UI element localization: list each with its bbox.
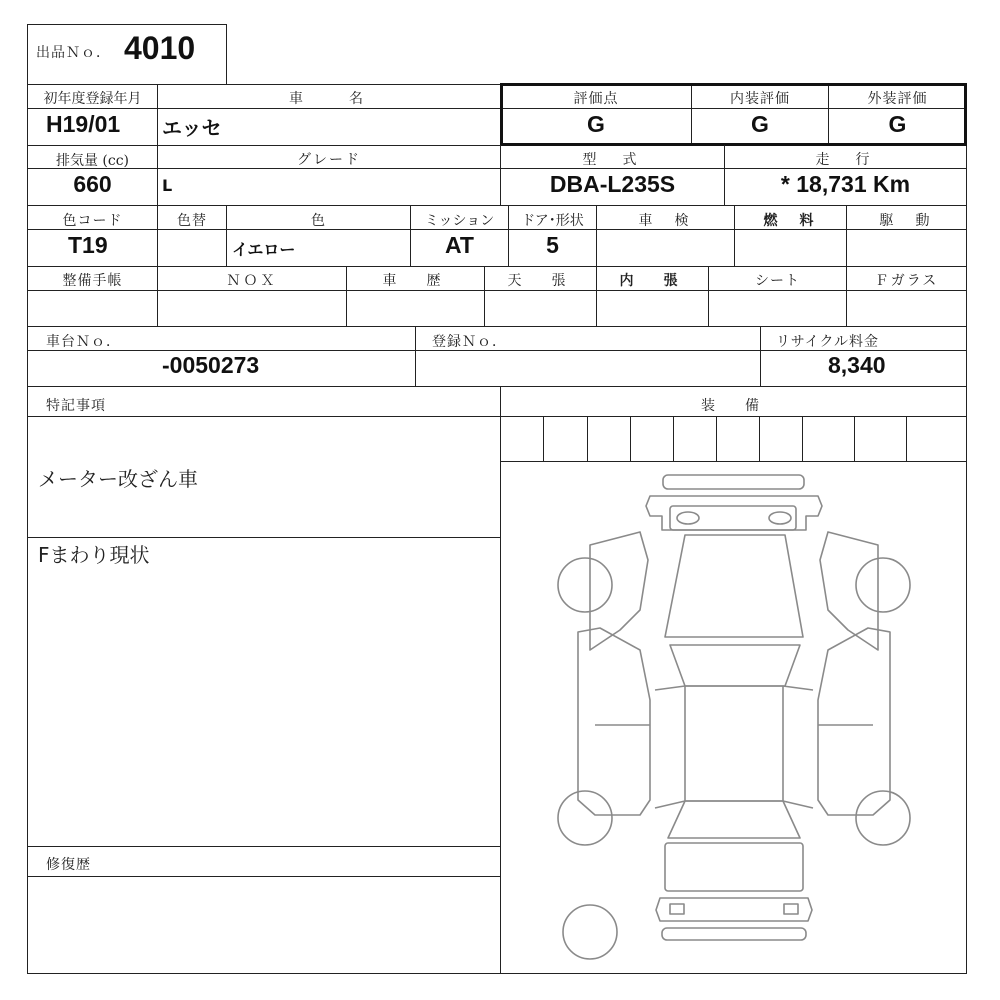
grade-value: L	[162, 176, 173, 195]
recycle-fee-label: リサイクル料金	[776, 334, 880, 350]
reg-date-label: 初年度登録年月	[43, 91, 142, 107]
drive-label: 駆 動	[879, 213, 934, 229]
special-note-line-1: メーター改ざん車	[38, 467, 198, 491]
door-value: 5	[546, 232, 559, 258]
interior-trim-label: 内 張	[619, 273, 686, 289]
roof-label: 天 張	[507, 273, 574, 289]
color-code-label: 色コード	[62, 213, 123, 229]
special-notes-label: 特記事項	[46, 398, 106, 414]
mileage-value: * 18,731 Km	[780, 171, 911, 197]
chassis-number-label: 車台Ｎｏ．	[46, 334, 121, 350]
mission-value: AT	[445, 232, 474, 258]
reg-date-value: H19/01	[46, 111, 121, 137]
nox-label: ＮＯＸ	[226, 273, 278, 289]
car-damage-diagram	[540, 466, 920, 971]
mileage-label: 走 行	[815, 152, 876, 168]
color-value: イエロー	[232, 240, 296, 259]
color-change-label: 色替	[177, 213, 207, 229]
glass-label: Ｆガラス	[874, 273, 939, 289]
grade-label: グレード	[297, 152, 361, 168]
car-history-label: 車 歴	[382, 273, 449, 289]
maintenance-label: 整備手帳	[62, 273, 123, 289]
interior-grade-label: 内装評価	[730, 91, 790, 107]
model-value: DBA-L235S	[549, 171, 676, 197]
equipment-label: 装 備	[701, 398, 767, 414]
score-value: G	[587, 111, 605, 137]
chassis-number-value: -0050273	[162, 352, 260, 378]
displacement-value: 660	[73, 171, 112, 197]
exterior-grade-label: 外装評価	[867, 91, 928, 107]
inspection-label: 車 検	[638, 213, 693, 229]
recycle-fee-value: 8,340	[828, 352, 886, 378]
color-label: 色	[311, 213, 326, 229]
fuel-label: 燃 料	[763, 213, 818, 229]
special-note-line-2: Fまわり現状	[38, 543, 150, 567]
lot-number-value: 4010	[124, 30, 196, 66]
mission-label: ミッション	[424, 213, 495, 229]
seat-label: シート	[755, 273, 800, 289]
repair-history-label: 修復歴	[46, 857, 91, 873]
car-name-value: エッセ	[162, 118, 222, 140]
color-code-value: T19	[68, 232, 108, 258]
car-name-label: 車 名	[289, 91, 369, 107]
door-label: ドア･形状	[521, 213, 584, 229]
model-label: 型 式	[582, 152, 643, 168]
registration-number-label: 登録Ｎｏ．	[432, 334, 507, 350]
displacement-label: 排気量 (cc)	[55, 153, 130, 169]
lot-number-label: 出品Ｎｏ．	[36, 45, 111, 61]
interior-grade-value: G	[751, 111, 769, 137]
exterior-grade-value: G	[888, 111, 907, 137]
score-label: 評価点	[573, 91, 619, 107]
